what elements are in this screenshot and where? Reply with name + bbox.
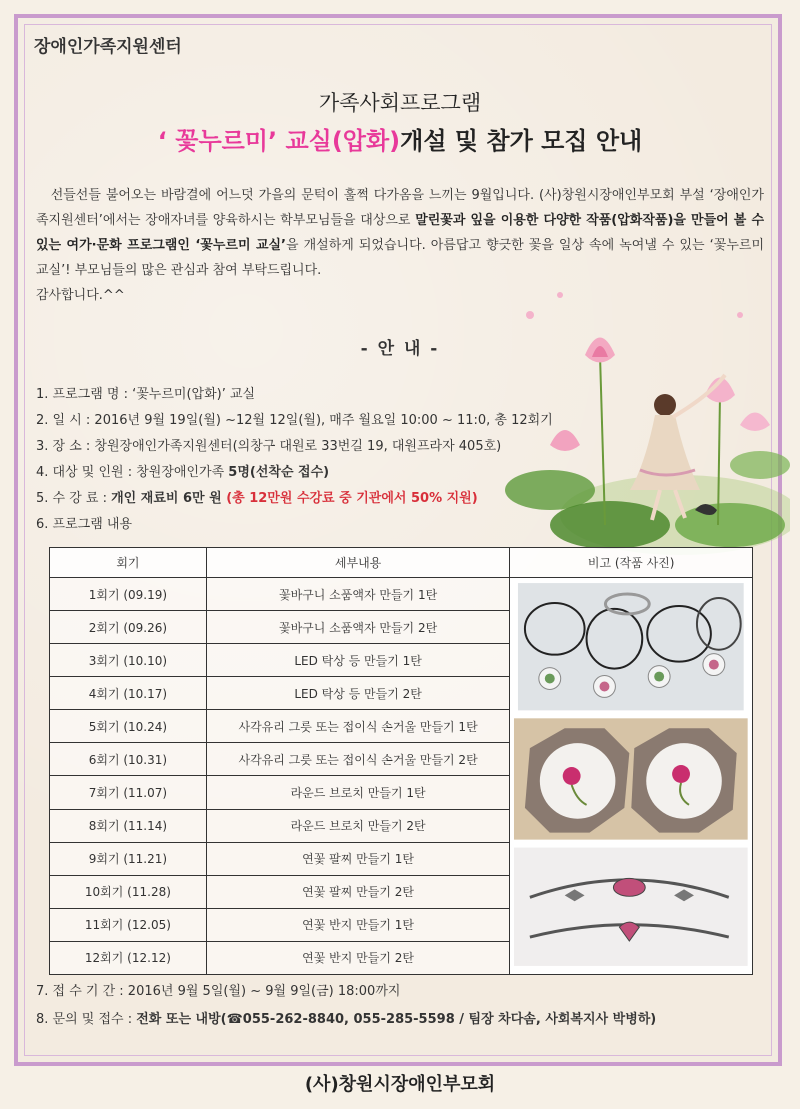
title-program-name: ‘ 꽃누르미’ 교실(압화) bbox=[157, 127, 401, 155]
table-row: 11회기 (12.05) 연꽃 반지 만들기 1탄 bbox=[50, 908, 753, 941]
notice-title bbox=[0, 121, 800, 156]
table-row: 8회기 (11.14) 라운드 브로치 만들기 2탄 bbox=[50, 809, 753, 842]
table-row: 3회기 (10.10) LED 탁상 등 만들기 1탄 bbox=[50, 644, 753, 677]
table-row: 4회기 (10.17) LED 탁상 등 만들기 2탄 bbox=[50, 677, 753, 710]
info-fee: 5. 수 강 료 : 개인 재료비 6만 원 (총 12만원 수강료 중 기관에서 50% 지원) bbox=[36, 491, 478, 506]
table-row: 6회기 (10.31) 사각유리 그릇 또는 접이식 손거울 만들기 2탄 bbox=[50, 743, 753, 776]
info-program-name: 1. 프로그램 명 : ‘꽃누르미(압화)’ 교실 bbox=[36, 387, 256, 402]
program-info bbox=[36, 382, 553, 538]
center-name: 장애인가족지원센터 bbox=[34, 37, 182, 57]
info-content-label: 6. 프로그램 내용 bbox=[36, 517, 133, 532]
info-target: 4. 대상 및 인원 : 창원장애인가족 5명(선착순 접수) bbox=[36, 465, 330, 480]
glass-dish-photo bbox=[514, 718, 748, 839]
table-row: 10회기 (11.28) 연꽃 팔찌 만들기 2탄 bbox=[50, 875, 753, 908]
work-photos-cell bbox=[510, 578, 753, 975]
table-row: 9회기 (11.21) 연꽃 팔찌 만들기 1탄 bbox=[50, 842, 753, 875]
table-row: 7회기 (11.07) 라운드 브로치 만들기 1탄 bbox=[50, 776, 753, 809]
info-contact: 8. 문의 및 접수 : 전화 또는 내방(☎055-262-8840, 055-285-5598 / 팀장 차다솜, 사회복지사 박병하) bbox=[36, 1012, 657, 1027]
table-row: 12회기 (12.12) 연꽃 반지 만들기 2탄 bbox=[50, 941, 753, 974]
column-header: 비고 (작품 사진) bbox=[510, 548, 753, 578]
column-header: 회기 bbox=[50, 548, 207, 578]
column-header: 세부내용 bbox=[206, 548, 510, 578]
info-schedule: 2. 일 시 : 2016년 9월 19일(월) ~12월 12일(월), 매주 월요일 10:00 ~ 11:0, 총 12회기 bbox=[36, 413, 553, 428]
intro-highlight: 말린꽃과 잎을 이용한 다양한 작품(압화작품)을 만들어 볼 수 있는 여가·문화 프로그램인 ‘꽃누르미 교실’ bbox=[36, 213, 764, 253]
work-photos bbox=[510, 578, 752, 971]
info-location: 3. 장 소 : 창원장애인가족지원센터(의창구 대원로 33번길 19, 대원프라자 405호) bbox=[36, 439, 502, 454]
title-rest: 개설 및 참가 모집 안내 bbox=[400, 127, 643, 155]
necklace-photo bbox=[518, 583, 744, 710]
application-info bbox=[36, 978, 656, 1034]
table-row: 1회기 (09.19) 꽃바구니 소품액자 만들기 1탄 bbox=[50, 578, 753, 611]
bracelet-photo bbox=[514, 848, 748, 966]
parent-association-name: (사)창원시장애인부모회 bbox=[304, 1074, 496, 1095]
table-row: 2회기 (09.26) 꽃바구니 소품액자 만들기 2탄 bbox=[50, 611, 753, 644]
thanks-text: 감사합니다.^^ bbox=[36, 288, 125, 303]
info-application-period: 7. 접 수 기 간 : 2016년 9월 5일(월) ~ 9월 9일(금) 18:00까지 bbox=[36, 984, 401, 999]
program-subtitle: 가족사회프로그램 bbox=[318, 91, 482, 115]
intro-paragraph: 선들선들 불어오는 바람결에 어느덧 가을의 문턱이 훌쩍 다가옴을 느끼는 9월입니다. (사)창원시장애인부모회 부설 ‘장애인가족지원센터’에서는 장애자녀를 양육하시는 학부모님들을 대상으로 말린꽃과 잎을 이용한 다양한 작품(압화작품)을 만들어 볼 수 있는 여가·문화 프로그램인 ‘꽃누르미 교실’을 개설하게 되었습니다. 아름답고 향긋한 꽃을 일상 속에 녹여낼 수 있는 ‘꽃누르미 교실’! 부모님들의 많은 관심과 참여 부탁드립니다. 감사합니다.^^ bbox=[36, 188, 765, 303]
table-row: 5회기 (10.24) 사각유리 그릇 또는 접이식 손거울 만들기 1탄 bbox=[50, 710, 753, 743]
program-schedule-table bbox=[49, 547, 753, 975]
guide-heading: - 안 내 - bbox=[360, 339, 440, 359]
